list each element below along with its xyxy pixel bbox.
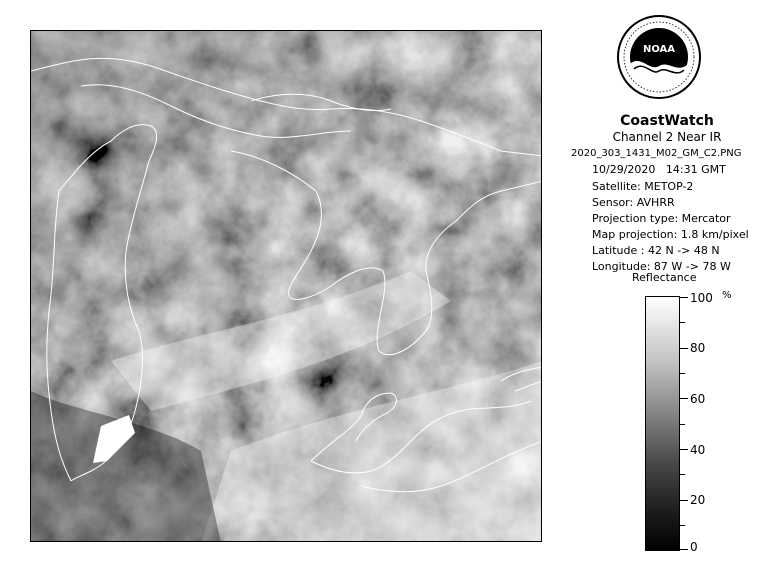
colorbar-tick-label: 60 — [690, 392, 706, 406]
colorbar-tick-label: 100 — [690, 291, 713, 305]
colorbar-tick — [680, 549, 688, 550]
satellite-label: Satellite: METOP-2 — [592, 180, 694, 193]
colorbar-tick — [680, 525, 685, 526]
colorbar-tick — [680, 449, 688, 450]
logo-label: NOAA — [642, 44, 676, 55]
projection-type-label: Projection type: Mercator — [592, 212, 731, 225]
map-projection-label: Map projection: 1.8 km/pixel — [592, 228, 749, 241]
longitude-label: Longitude: 87 W -> 78 W — [592, 260, 731, 273]
datetime-row — [592, 163, 726, 176]
filename-label: 2020_303_1431_M02_GM_C2.PNG — [571, 148, 742, 159]
colorbar-tick-label: 0 — [690, 540, 698, 554]
noaa-logo-icon — [616, 14, 702, 100]
colorbar-tick — [680, 500, 688, 501]
colorbar-tick — [680, 373, 685, 374]
colorbar-tick — [680, 398, 688, 399]
satellite-image-panel — [30, 30, 542, 542]
colorbar-tick — [680, 322, 685, 323]
satellite-image — [31, 31, 542, 542]
reflectance-colorbar — [645, 296, 680, 551]
time-label: 14:31 GMT — [665, 163, 726, 176]
colorbar-tick-label: 20 — [690, 493, 706, 507]
date-label: 10/29/2020 — [592, 163, 656, 176]
brand-title: CoastWatch — [620, 113, 714, 129]
colorbar-tick — [680, 297, 688, 298]
colorbar-title: Reflectance — [632, 271, 697, 284]
colorbar-tick-label: 80 — [690, 341, 706, 355]
latitude-label: Latitude : 42 N -> 48 N — [592, 244, 720, 257]
colorbar-tick — [680, 348, 688, 349]
colorbar-tick-label: 40 — [690, 443, 706, 457]
channel-label: Channel 2 Near IR — [612, 130, 722, 144]
colorbar-unit: % — [722, 290, 732, 301]
colorbar-tick — [680, 424, 685, 425]
sensor-label: Sensor: AVHRR — [592, 196, 675, 209]
colorbar-tick — [680, 474, 685, 475]
